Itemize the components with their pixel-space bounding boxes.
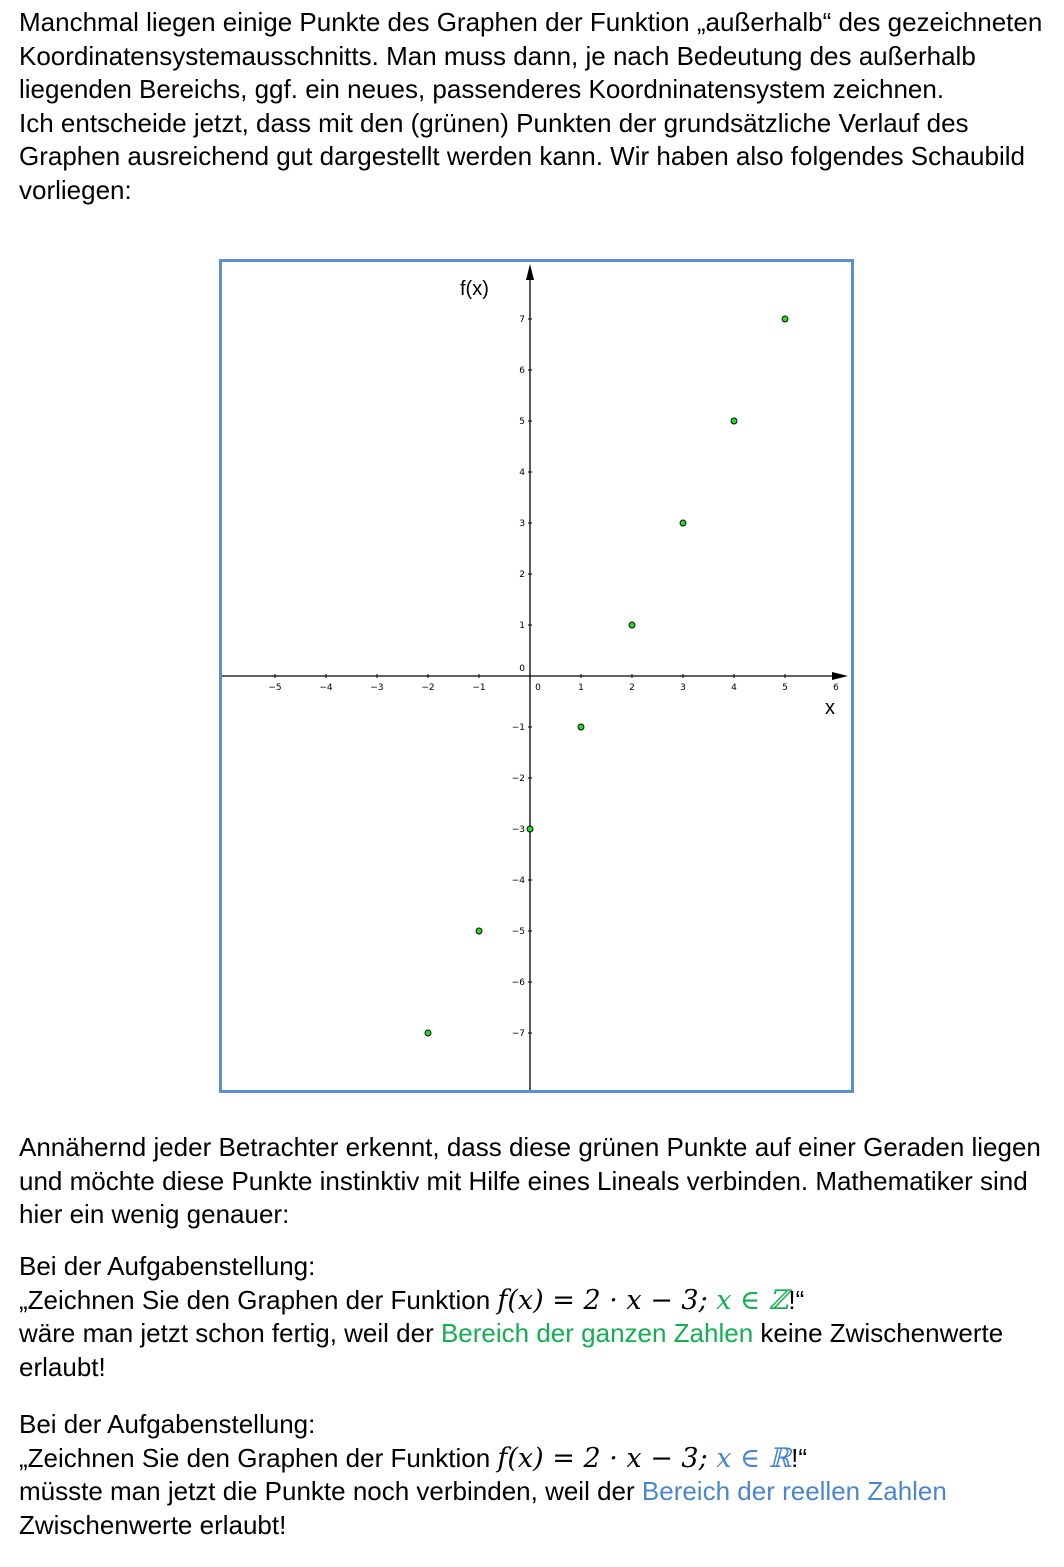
y-tick-label: −1: [511, 723, 525, 733]
y-tick-label: −6: [511, 978, 525, 988]
task2-highlight: Bereich der reellen Zahlen: [641, 1476, 947, 1506]
observation-paragraph: Annähernd jeder Betrachter erkennt, dass diese grünen Punkte auf einer Geraden liegen und möchte diese Punkte instinktiv mit Hilfe eines Lineals verbinden. Mathematiker sind hier ein wenig genauer:: [19, 1132, 1041, 1229]
y-tick-label: −2: [511, 774, 525, 784]
data-point: [527, 826, 533, 832]
data-point: [782, 316, 788, 322]
data-point: [731, 418, 737, 424]
ticks: [268, 315, 839, 1039]
x-tick-label: −4: [319, 683, 333, 693]
x-axis-label: x: [825, 697, 835, 719]
data-point: [629, 622, 635, 628]
task1-quote: [19, 1284, 1049, 1318]
scatter-plot: [222, 262, 851, 1090]
x-tick-label: 3: [680, 683, 686, 693]
task2-quote-close: !“: [791, 1442, 807, 1473]
data-point: [476, 928, 482, 934]
task2-text-after: Zwischenwerte erlaubt!: [19, 1509, 287, 1540]
task2-formula: f(x) = 2 · x − 3;: [497, 1442, 717, 1474]
x-tick-label: 0: [535, 683, 541, 693]
intro-paragraph-2: Ich entscheide jetzt, dass mit den (grünen) Punkten der grundsätzliche Verlauf des Graphen ausreichend gut dargestellt werden kann. Wir haben also folgendes Schaubild vorliegen:: [19, 107, 1025, 205]
y-tick-label: −7: [511, 1029, 525, 1039]
y-tick-label: 6: [519, 366, 525, 376]
task1-explanation: [19, 1317, 1049, 1384]
task1-quote-close: !“: [788, 1284, 805, 1315]
x-tick-label: −1: [472, 683, 486, 693]
x-tick-label: −2: [421, 683, 435, 693]
y-tick-label: 1: [519, 621, 525, 631]
y-tick-label: 4: [519, 468, 525, 478]
task1-intro: Bei der Aufgabenstellung:: [19, 1251, 316, 1281]
task1-formula: f(x) = 2 · x − 3;: [497, 1284, 717, 1316]
y-tick-label: 3: [519, 519, 525, 529]
coordinate-system-figure: [219, 259, 854, 1093]
x-tick-label: 6: [833, 683, 839, 693]
task-reals: [19, 1408, 1049, 1542]
task1-domain: x ∈ ℤ: [716, 1284, 789, 1316]
task1-quote-open: „Zeichnen Sie den Graphen der Funktion: [19, 1284, 498, 1315]
task2-quote-open: „Zeichnen Sie den Graphen der Funktion: [19, 1442, 498, 1473]
task1-highlight: Bereich der ganzen Zahlen: [440, 1318, 754, 1348]
axes: [222, 264, 848, 1090]
x-tick-label: −5: [268, 683, 282, 693]
y-tick-label: −5: [511, 927, 525, 937]
y-axis-arrow: [526, 264, 534, 280]
y-axis-label: f(x): [460, 278, 489, 300]
x-tick-label: 4: [731, 683, 737, 693]
task2-explanation: [19, 1475, 1049, 1542]
x-tick-label: 1: [578, 683, 584, 693]
task1-text-after: keine Zwischenwerte erlaubt!: [19, 1318, 1004, 1382]
data-point: [425, 1030, 431, 1036]
task-integers: [19, 1250, 1049, 1384]
task2-domain: x ∈ ℝ: [716, 1442, 792, 1474]
intro-paragraph-1: Manchmal liegen einige Punkte des Graphen der Funktion „außerhalb“ des gezeichneten Koordinatensystemausschnitts. Man muss dann, je nach Bedeutung des außerhalb liegenden Bereichs, ggf. ein neues, passenderes Koordninatensystem zeichnen.: [19, 7, 1043, 104]
y-tick-label: 7: [519, 315, 525, 325]
x-tick-label: 2: [629, 683, 635, 693]
x-tick-label: −3: [370, 683, 384, 693]
y-tick-label: 0: [519, 664, 525, 674]
y-tick-label: −4: [511, 876, 525, 886]
y-tick-label: 5: [519, 417, 525, 427]
x-tick-label: 5: [782, 683, 788, 693]
task1-text-before: wäre man jetzt schon fertig, weil der: [19, 1318, 441, 1348]
data-point: [578, 724, 584, 730]
task2-quote: [19, 1442, 1049, 1476]
task2-intro: Bei der Aufgabenstellung:: [19, 1409, 316, 1439]
x-axis-arrow: [832, 672, 848, 680]
y-tick-label: −3: [511, 825, 525, 835]
observation-text: [19, 1131, 1049, 1232]
task2-text-before: müsste man jetzt die Punkte noch verbinden, weil der: [19, 1476, 642, 1506]
data-point: [680, 520, 686, 526]
intro-text: [19, 6, 1049, 207]
y-tick-label: 2: [519, 570, 525, 580]
